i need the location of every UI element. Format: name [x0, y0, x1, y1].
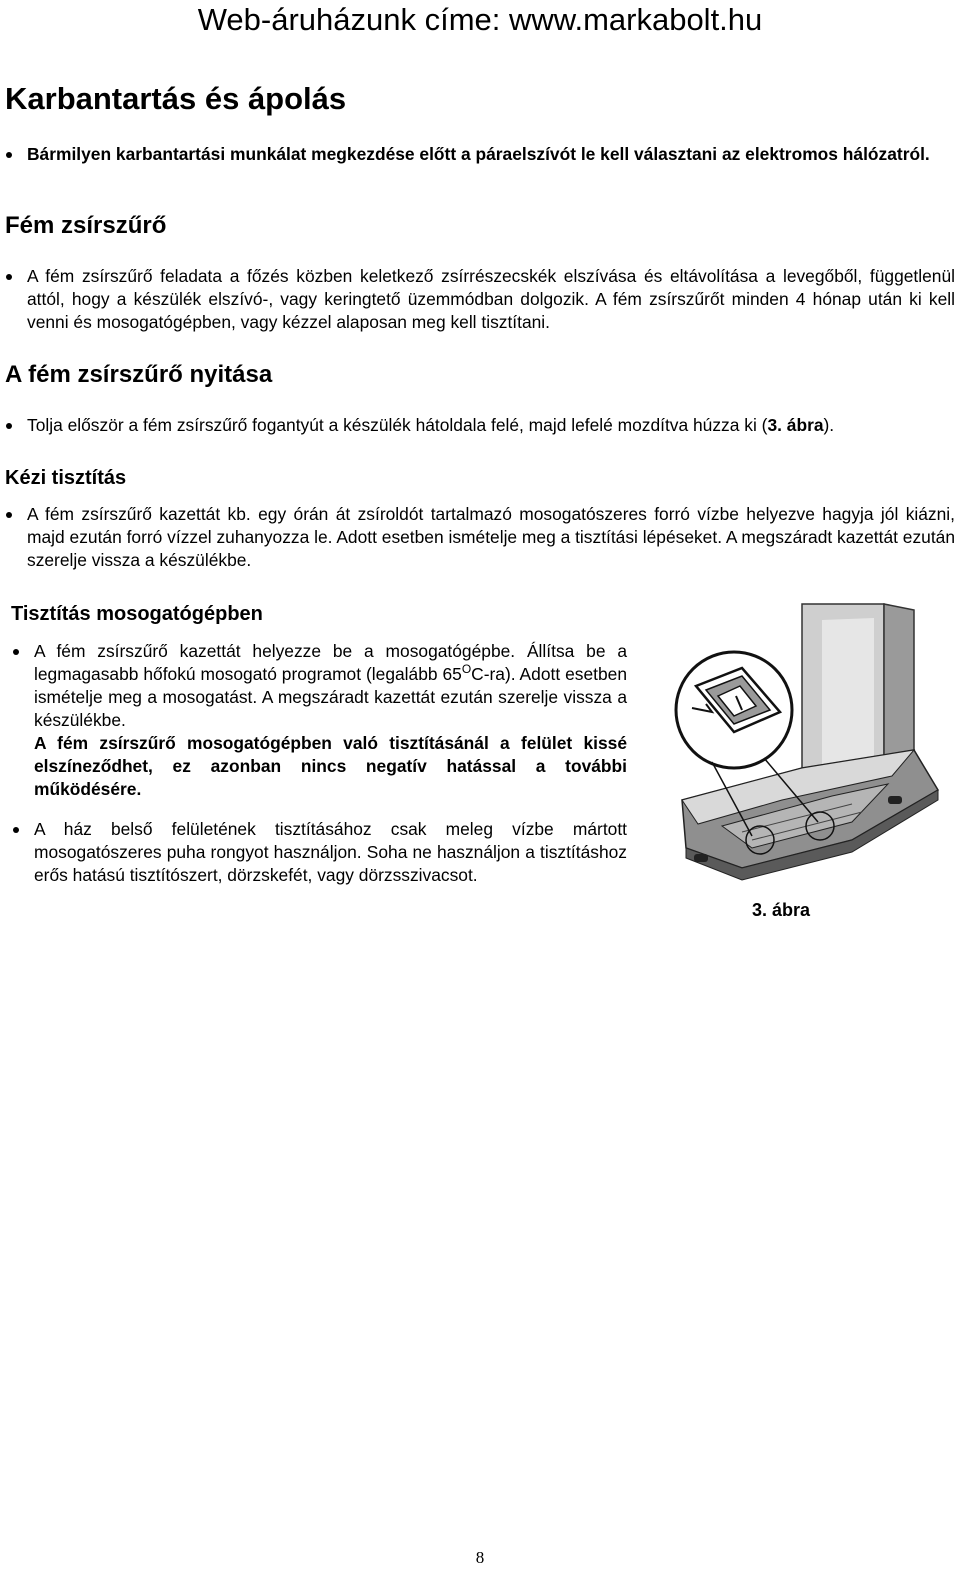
- intro-text: Bármilyen karbantartási munkálat megkezdése előtt a páraelszívót le kell választani az elektromos hálózatról.: [27, 144, 930, 164]
- section-heading-filter: Fém zsírszűrő: [5, 212, 167, 239]
- section-heading-manual: Kézi tisztítás: [5, 467, 127, 489]
- list-item: [5, 143, 955, 166]
- degree-symbol: O: [461, 662, 472, 677]
- opening-text: Tolja először a fém zsírszűrő fogantyút a készülék hátoldala felé, majd lefelé mozdítva húzza ki (: [27, 415, 768, 435]
- section-heading-dishwasher: Tisztítás mosogatógépben: [11, 603, 263, 625]
- manual-text: A fém zsírszűrő kazettát kb. egy órán át zsíroldót tartalmazó mosogatószeres forró vízbe helyezve hagyja jól kiázni, majd ezután forró vízzel zuhanyozza le. Adott esetben ismételje meg a tisztítási lépéseket. A megszáradt kazettát ezután szerelje vissza a készülékbe.: [27, 504, 956, 570]
- website-banner: Web-áruházunk címe: www.markabolt.hu: [197, 2, 763, 37]
- bullet-icon: [6, 274, 12, 280]
- bullet-icon: [13, 827, 19, 833]
- figure-reference: 3. ábra: [767, 415, 824, 435]
- filter-text: A fém zsírszűrő feladata a főzés közben keletkező zsírrészecskék elszívása és eltávolítása a levegőből, függetlenül attól, hogy a készülék elszívó-, vagy keringtető üzemmódban dolgozik. A fém zsírszűrőt minden 4 hónap után ki kell venni és mosogatógépben, vagy kézzel alaposan meg kell tisztítani.: [27, 266, 955, 332]
- dishwasher-list: [12, 640, 627, 904]
- dishwasher-text-cont: C-ra). Adott esetben ismételje meg a mosogatást. A megszáradt kazettát ezután szerelje vissza a készülékbe.: [34, 664, 627, 730]
- intro-list: [5, 143, 955, 166]
- range-hood-illustration: [652, 600, 940, 898]
- opening-text-end: ).: [823, 415, 835, 435]
- list-item: [5, 414, 955, 437]
- bullet-icon: [6, 152, 12, 158]
- manual-list: [5, 503, 955, 572]
- dishwasher-warning: A fém zsírszűrő mosogatógépben való tisztításánál a felület kissé elszíneződhet, ez azonban nincs negatív hatással a további működésére.: [34, 733, 627, 799]
- list-item: [12, 640, 627, 801]
- opening-list: [5, 414, 955, 437]
- filter-list: [5, 265, 955, 334]
- bullet-icon: [13, 649, 19, 655]
- dishwasher-text: A fém zsírszűrő kazettát helyezze be a mosogatógépbe. Állítsa be a legmagasabb hőfokú mosogató programot (legalább 65: [34, 641, 627, 684]
- section-heading-opening: A fém zsírszűrő nyitása: [5, 361, 273, 388]
- housing-cleaning-text: A ház belső felületének tisztításához csak meleg vízbe mártott mosogatószeres puha rongyot használjon. Soha ne használjon a tisztításhoz erős hatású tisztítószert, dörzskefét, vagy dörzsszivacsot.: [34, 819, 627, 885]
- page-title: Karbantartás és ápolás: [5, 81, 347, 116]
- list-item: [5, 503, 955, 572]
- bullet-icon: [6, 423, 12, 429]
- list-item: [5, 265, 955, 334]
- page-number: 8: [475, 1548, 485, 1567]
- bullet-icon: [6, 512, 12, 518]
- figure-caption: 3. ábra: [752, 900, 811, 920]
- list-item: [12, 818, 627, 887]
